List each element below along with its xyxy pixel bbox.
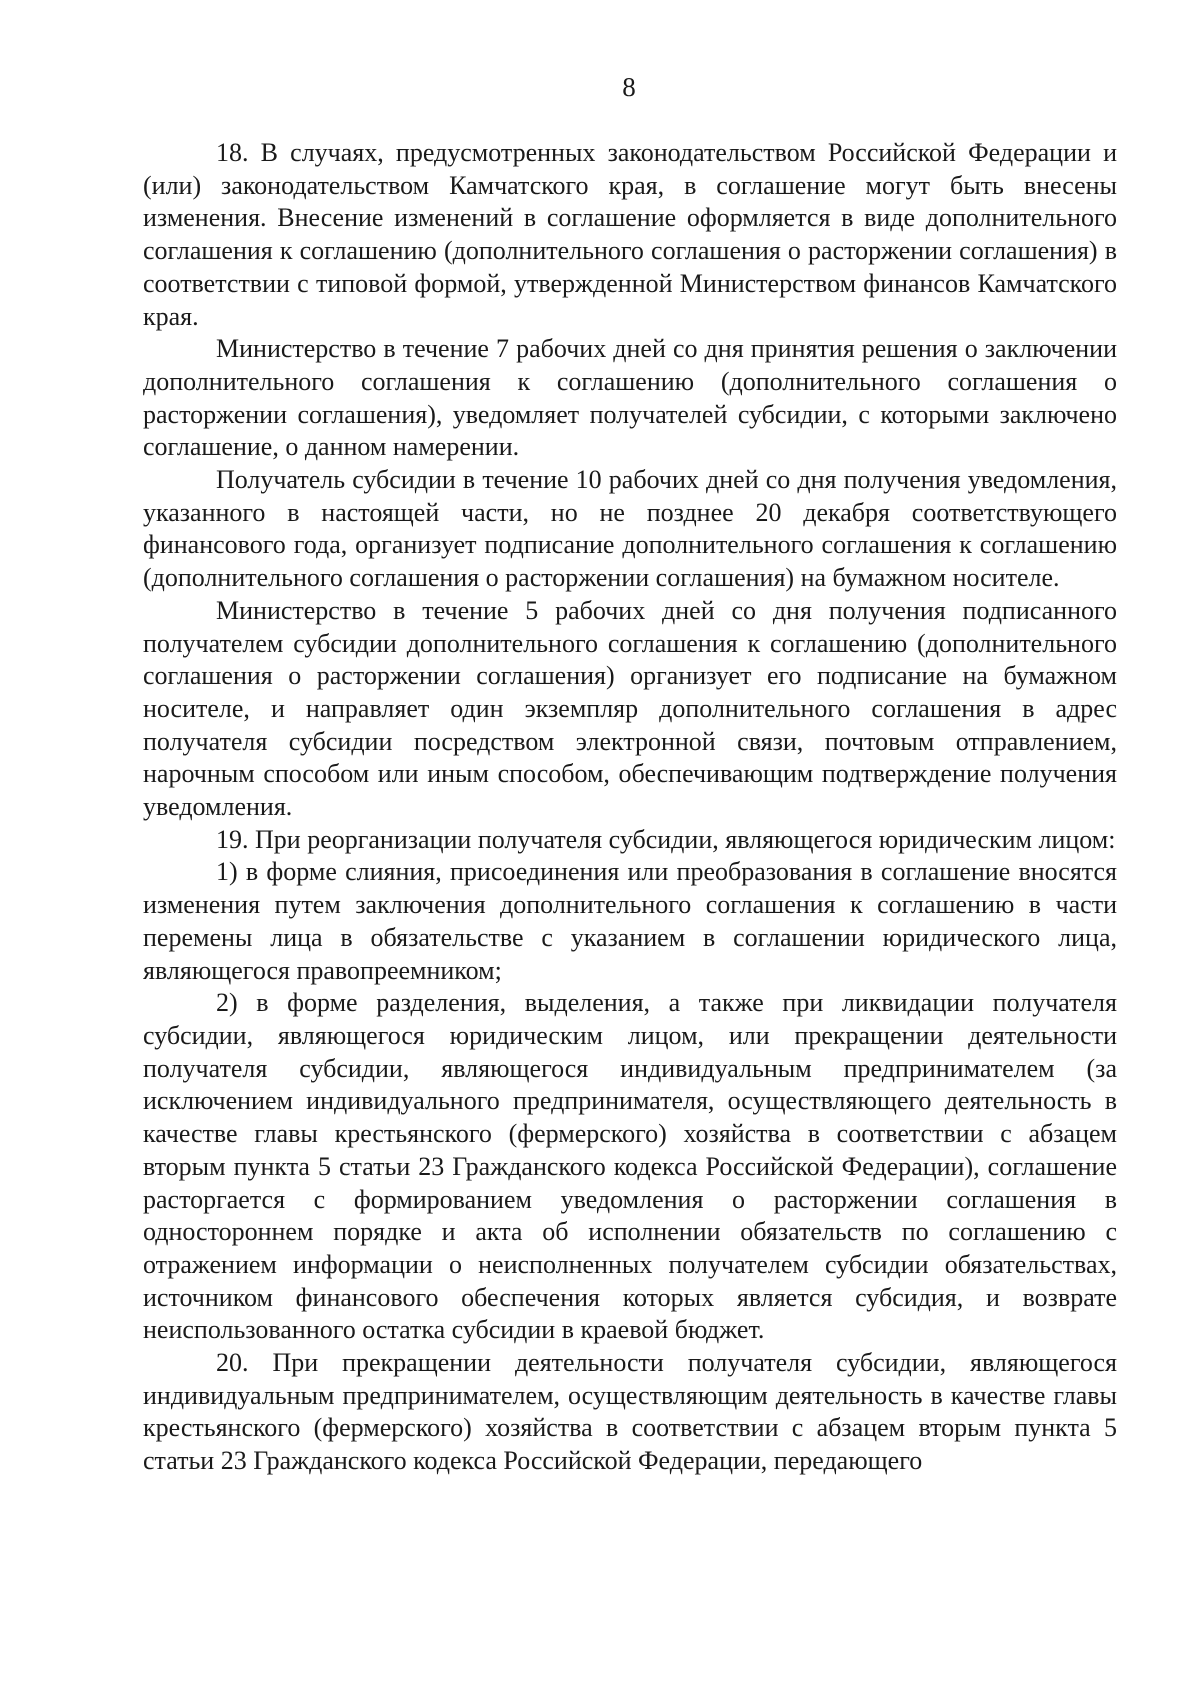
paragraph-19-item-2: 2) в форме разделения, выделения, а также при ликвидации получателя субсидии, являющегося юридическим лицом, или прекращении деятельности получателя субсидии, являющегося индивидуальным предпринимателем (за исключением индивидуального предпринимателя, осуществляющего деятельность в качестве главы крестьянского (фермерского) хозяйства в соответствии с абзацем вторым пункта 5 статьи 23 Гражданского кодекса Российской Федерации), соглашение расторгается с формированием уведомления о расторжении соглашения в одностороннем порядке и акта об исполнении обязательств по соглашению с отражением информации о неисполненных получателем субсидии обязательствах, источником финансового обеспечения которых является субсидия, и возврате неиспользованного остатка субсидии в краевой бюджет. [143,988,1117,1345]
paragraph-18-recipient-signing: Получатель субсидии в течение 10 рабочих дней со дня получения уведомления, указанного в настоящей части, но не позднее 20 декабря соответствующего финансового года, организует подписание дополнительного соглашения к соглашению (дополнительного соглашения о расторжении соглашения) на бумажном носителе. [143,465,1117,593]
page-number: 8 [622,72,636,102]
document-body [143,137,1117,1478]
paragraph-18-ministry-signing: Министерство в течение 5 рабочих дней со дня получения подписанного получателем субсидии дополнительного соглашения к соглашению (дополнительного соглашения о расторжении соглашения) организует его подписание на бумажном носителе, и направляет один экземпляр дополнительного соглашения в адрес получателя субсидии посредством электронной связи, почтовым отправлением, нарочным способом или иным способом, обеспечивающим подтверждение получения уведомления. [143,595,1117,822]
paragraph-18: 18. В случаях, предусмотренных законодательством Российской Федерации и (или) законодательством Камчатского края, в соглашение могут быть внесены изменения. Внесение изменений в соглашение оформляется в виде дополнительного соглашения к соглашению (дополнительного соглашения о расторжении соглашения) в соответствии с типовой формой, утвержденной Министерством финансов Камчатского края. [143,138,1117,331]
paragraph-19-item-1: 1) в форме слияния, присоединения или преобразования в соглашение вносятся изменения путем заключения дополнительного соглашения к соглашению в части перемены лица в обязательстве с указанием в соглашении юридического лица, являющегося правопреемником; [143,857,1117,985]
paragraph-19: 19. При реорганизации получателя субсидии, являющегося юридическим лицом: [216,824,1116,854]
paragraph-18-ministry-notice: Министерство в течение 7 рабочих дней со дня принятия решения о заключении дополнительного соглашения к соглашению (дополнительного соглашения о расторжении соглашения), уведомляет получателей субсидии, с которыми заключено соглашение, о данном намерении. [143,334,1117,462]
paragraph-20: 20. При прекращении деятельности получателя субсидии, являющегося индивидуальным предпринимателем, осуществляющим деятельность в качестве главы крестьянского (фермерского) хозяйства в соответствии с абзацем вторым пункта 5 статьи 23 Гражданского кодекса Российской Федерации, передающего [143,1348,1117,1476]
